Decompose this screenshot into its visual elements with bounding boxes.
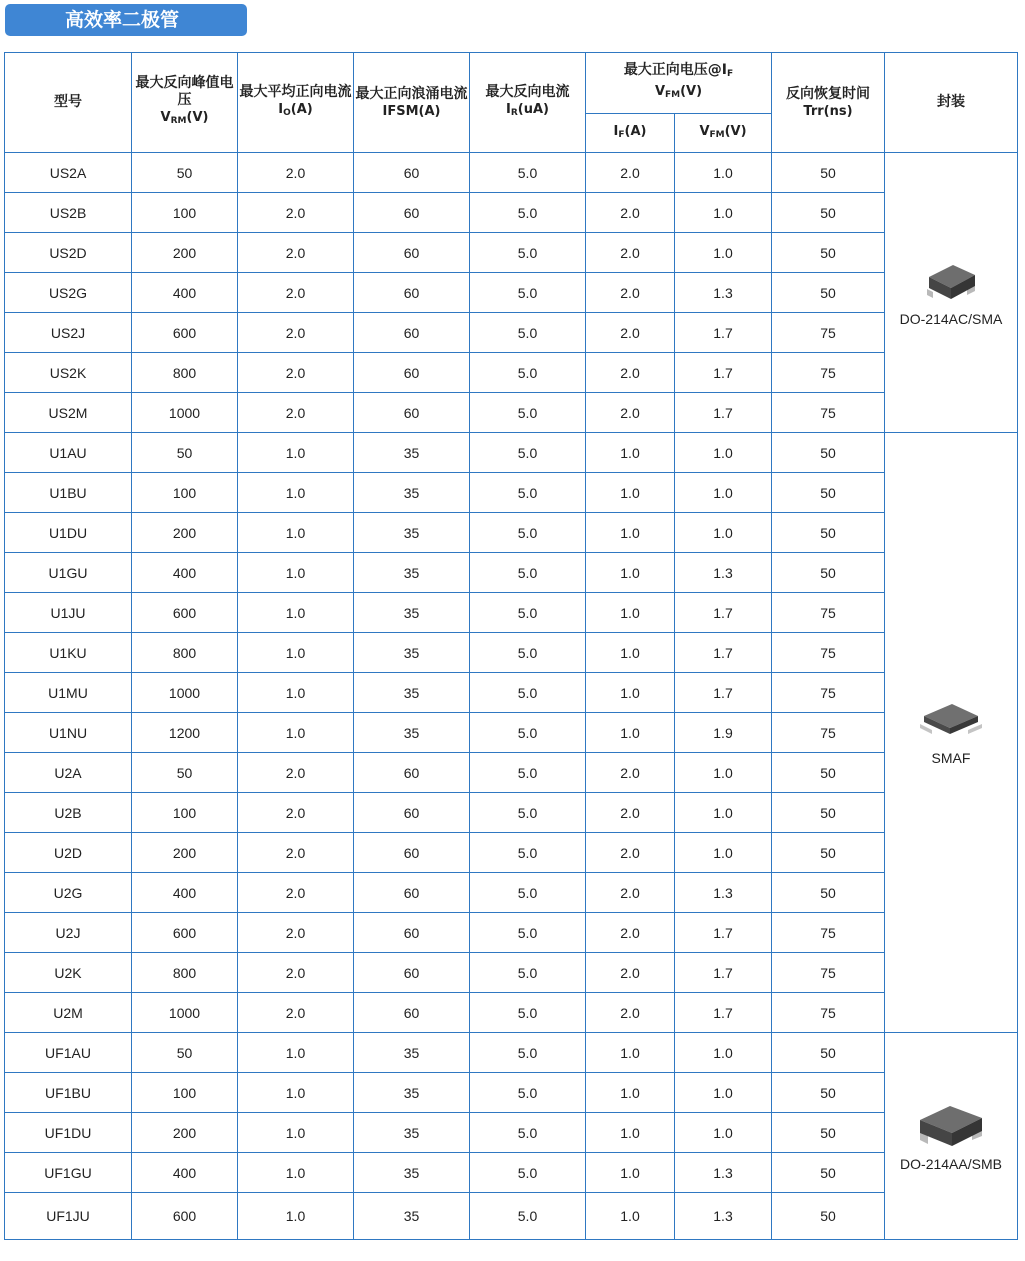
header-vrm-sub: RM [170, 116, 187, 126]
cell-if: 2.0 [586, 953, 675, 993]
cell-ifsm: 35 [354, 433, 470, 473]
cell-if: 2.0 [586, 833, 675, 873]
header-vfm-sub: FM [665, 90, 681, 100]
cell-ifsm: 35 [354, 1073, 470, 1113]
header-vfm-group [586, 53, 772, 114]
cell-if: 2.0 [586, 193, 675, 233]
cell-vfm: 1.0 [675, 433, 772, 473]
cell-vrm: 50 [132, 1033, 238, 1073]
header-io-sym: I [278, 101, 284, 117]
cell-trr: 75 [772, 913, 885, 953]
cell-model: U2M [5, 993, 132, 1033]
cell-trr: 75 [772, 313, 885, 353]
cell-model: U2K [5, 953, 132, 993]
cell-if: 2.0 [586, 153, 675, 193]
cell-ifsm: 60 [354, 193, 470, 233]
cell-model: US2K [5, 353, 132, 393]
cell-if: 1.0 [586, 513, 675, 553]
cell-model: US2J [5, 313, 132, 353]
cell-if: 1.0 [586, 473, 675, 513]
smaf-chip-icon [918, 700, 984, 744]
cell-vfm: 1.7 [675, 993, 772, 1033]
cell-if: 2.0 [586, 793, 675, 833]
cell-vrm: 50 [132, 753, 238, 793]
cell-trr: 50 [772, 473, 885, 513]
cell-io: 2.0 [238, 393, 354, 433]
cell-ifsm: 60 [354, 953, 470, 993]
cell-ifsm: 60 [354, 913, 470, 953]
cell-model: U2B [5, 793, 132, 833]
cell-io: 2.0 [238, 993, 354, 1033]
table-row [5, 273, 1018, 313]
cell-ifsm: 35 [354, 713, 470, 753]
header-vfm-col-unit: (V) [724, 123, 747, 139]
cell-io: 1.0 [238, 713, 354, 753]
cell-trr: 50 [772, 433, 885, 473]
cell-io: 2.0 [238, 753, 354, 793]
header-vrm-sym: V [160, 110, 171, 125]
cell-io: 1.0 [238, 1193, 354, 1240]
cell-model: US2A [5, 153, 132, 193]
sma-chip-icon [923, 259, 979, 305]
cell-trr: 50 [772, 833, 885, 873]
header-vfm-label: 最大正向电压@I [623, 62, 728, 78]
table-row [5, 473, 1018, 513]
cell-model: UF1BU [5, 1073, 132, 1113]
cell-vrm: 200 [132, 833, 238, 873]
package-name: DO-214AC/SMA [899, 310, 1003, 327]
cell-model: U1JU [5, 593, 132, 633]
cell-vrm: 100 [132, 193, 238, 233]
cell-ir: 5.0 [470, 1073, 586, 1113]
cell-ifsm: 60 [354, 873, 470, 913]
cell-ifsm: 35 [354, 1193, 470, 1240]
table-row [5, 913, 1018, 953]
header-vfm-unit: (V) [680, 84, 703, 99]
cell-io: 2.0 [238, 313, 354, 353]
cell-trr: 50 [772, 553, 885, 593]
header-package: 封装 [885, 53, 1018, 153]
cell-ir: 5.0 [470, 513, 586, 553]
header-vrm-unit: (V) [186, 110, 209, 125]
cell-vrm: 400 [132, 273, 238, 313]
cell-if: 2.0 [586, 993, 675, 1033]
cell-io: 1.0 [238, 1033, 354, 1073]
cell-model: U2A [5, 753, 132, 793]
cell-vfm: 1.3 [675, 553, 772, 593]
header-if-col [586, 114, 675, 153]
cell-model: U2D [5, 833, 132, 873]
cell-trr: 50 [772, 1153, 885, 1193]
cell-if: 1.0 [586, 633, 675, 673]
cell-io: 1.0 [238, 1073, 354, 1113]
cell-vfm: 1.3 [675, 1193, 772, 1240]
cell-vrm: 400 [132, 553, 238, 593]
cell-ifsm: 35 [354, 633, 470, 673]
cell-vrm: 600 [132, 313, 238, 353]
cell-vfm: 1.0 [675, 1113, 772, 1153]
header-io-unit: (A) [290, 101, 313, 117]
header-if-col-sub: F [618, 129, 625, 140]
cell-if: 1.0 [586, 1113, 675, 1153]
cell-if: 2.0 [586, 753, 675, 793]
header-ir-label: 最大反向电流 [485, 83, 570, 100]
cell-vfm: 1.0 [675, 833, 772, 873]
cell-model: U1DU [5, 513, 132, 553]
cell-io: 1.0 [238, 593, 354, 633]
cell-ir: 5.0 [470, 833, 586, 873]
table-row [5, 953, 1018, 993]
cell-trr: 75 [772, 393, 885, 433]
cell-vrm: 200 [132, 1113, 238, 1153]
cell-ifsm: 60 [354, 793, 470, 833]
table-row [5, 793, 1018, 833]
cell-vfm: 1.3 [675, 1153, 772, 1193]
cell-if: 1.0 [586, 673, 675, 713]
cell-io: 2.0 [238, 353, 354, 393]
cell-trr: 75 [772, 953, 885, 993]
cell-if: 2.0 [586, 273, 675, 313]
cell-model: U1AU [5, 433, 132, 473]
section-title: 高效率二极管 [5, 4, 247, 36]
cell-vfm: 1.7 [675, 593, 772, 633]
table-row [5, 353, 1018, 393]
cell-io: 2.0 [238, 833, 354, 873]
cell-vrm: 100 [132, 1073, 238, 1113]
cell-if: 1.0 [586, 1033, 675, 1073]
cell-io: 2.0 [238, 953, 354, 993]
cell-vrm: 100 [132, 473, 238, 513]
table-row [5, 873, 1018, 913]
cell-io: 2.0 [238, 233, 354, 273]
cell-model: U1MU [5, 673, 132, 713]
cell-io: 2.0 [238, 873, 354, 913]
table-row [5, 633, 1018, 673]
cell-model: UF1DU [5, 1113, 132, 1153]
table-row [5, 193, 1018, 233]
cell-ifsm: 35 [354, 1113, 470, 1153]
header-vfm-col-sub: FM [709, 129, 725, 140]
table-row [5, 1033, 1018, 1073]
cell-ifsm: 35 [354, 1033, 470, 1073]
table-row [5, 993, 1018, 1033]
table-row [5, 313, 1018, 353]
cell-ir: 5.0 [470, 673, 586, 713]
cell-vfm: 1.0 [675, 1033, 772, 1073]
cell-trr: 50 [772, 513, 885, 553]
cell-ifsm: 35 [354, 553, 470, 593]
cell-ir: 5.0 [470, 393, 586, 433]
cell-ifsm: 60 [354, 393, 470, 433]
cell-ifsm: 35 [354, 513, 470, 553]
cell-io: 1.0 [238, 633, 354, 673]
cell-if: 2.0 [586, 313, 675, 353]
cell-vfm: 1.7 [675, 673, 772, 713]
cell-vrm: 600 [132, 593, 238, 633]
cell-vrm: 1000 [132, 393, 238, 433]
cell-trr: 75 [772, 673, 885, 713]
cell-io: 1.0 [238, 553, 354, 593]
cell-ir: 5.0 [470, 953, 586, 993]
cell-vrm: 1200 [132, 713, 238, 753]
table-row [5, 1153, 1018, 1193]
cell-trr: 50 [772, 1193, 885, 1240]
cell-ir: 5.0 [470, 793, 586, 833]
header-ir-sym: I [506, 101, 511, 117]
header-ifsm [354, 53, 470, 153]
cell-io: 1.0 [238, 513, 354, 553]
cell-ir: 5.0 [470, 193, 586, 233]
table-row [5, 1113, 1018, 1153]
cell-io: 2.0 [238, 153, 354, 193]
cell-model: U1BU [5, 473, 132, 513]
cell-ifsm: 60 [354, 273, 470, 313]
cell-ifsm: 60 [354, 993, 470, 1033]
cell-if: 1.0 [586, 593, 675, 633]
cell-model: UF1AU [5, 1033, 132, 1073]
cell-ir: 5.0 [470, 1033, 586, 1073]
cell-ifsm: 60 [354, 833, 470, 873]
cell-trr: 50 [772, 1073, 885, 1113]
cell-ir: 5.0 [470, 913, 586, 953]
cell-vrm: 600 [132, 913, 238, 953]
package-cell [885, 153, 1018, 433]
table-row [5, 753, 1018, 793]
cell-if: 1.0 [586, 1073, 675, 1113]
cell-if: 1.0 [586, 1153, 675, 1193]
header-model: 型号 [5, 53, 132, 153]
cell-vrm: 400 [132, 873, 238, 913]
table-row [5, 153, 1018, 193]
cell-ir: 5.0 [470, 313, 586, 353]
cell-vfm: 1.0 [675, 153, 772, 193]
cell-ir: 5.0 [470, 1193, 586, 1240]
header-ifsm-sym: IFSM(A) [382, 103, 441, 119]
header-trr-label: 反向恢复时间 [786, 85, 870, 102]
cell-ir: 5.0 [470, 233, 586, 273]
cell-vfm: 1.7 [675, 393, 772, 433]
cell-ir: 5.0 [470, 993, 586, 1033]
cell-ifsm: 60 [354, 753, 470, 793]
cell-vrm: 1000 [132, 993, 238, 1033]
cell-io: 2.0 [238, 273, 354, 313]
cell-vfm: 1.0 [675, 513, 772, 553]
table-body [5, 153, 1018, 1240]
cell-ifsm: 60 [354, 353, 470, 393]
cell-trr: 75 [772, 593, 885, 633]
cell-vfm: 1.9 [675, 713, 772, 753]
cell-ir: 5.0 [470, 1113, 586, 1153]
cell-model: UF1JU [5, 1193, 132, 1240]
cell-io: 1.0 [238, 1153, 354, 1193]
header-vfm-col [675, 114, 772, 153]
header-trr [772, 53, 885, 153]
smb-chip-icon [916, 1100, 986, 1150]
cell-ir: 5.0 [470, 273, 586, 313]
cell-vfm: 1.7 [675, 913, 772, 953]
cell-model: US2B [5, 193, 132, 233]
header-if-col-unit: (A) [624, 123, 647, 139]
cell-io: 2.0 [238, 793, 354, 833]
cell-if: 1.0 [586, 713, 675, 753]
cell-vfm: 1.0 [675, 793, 772, 833]
cell-trr: 50 [772, 793, 885, 833]
cell-model: U1GU [5, 553, 132, 593]
cell-model: US2M [5, 393, 132, 433]
cell-ir: 5.0 [470, 753, 586, 793]
cell-ir: 5.0 [470, 1153, 586, 1193]
cell-vfm: 1.7 [675, 353, 772, 393]
cell-if: 2.0 [586, 913, 675, 953]
header-vfm-label-sub: F [727, 69, 734, 79]
cell-vfm: 1.0 [675, 753, 772, 793]
cell-trr: 50 [772, 233, 885, 273]
cell-vfm: 1.0 [675, 473, 772, 513]
header-vfm-sym: V [654, 84, 665, 99]
cell-ir: 5.0 [470, 593, 586, 633]
cell-trr: 75 [772, 353, 885, 393]
table-row [5, 593, 1018, 633]
cell-trr: 75 [772, 713, 885, 753]
table-row [5, 833, 1018, 873]
header-if-col-sym: I [613, 123, 619, 139]
table-row [5, 233, 1018, 273]
cell-ifsm: 60 [354, 313, 470, 353]
cell-ifsm: 35 [354, 673, 470, 713]
cell-io: 1.0 [238, 473, 354, 513]
cell-if: 1.0 [586, 433, 675, 473]
table-row [5, 393, 1018, 433]
header-ir-sub: R [510, 107, 518, 118]
cell-trr: 75 [772, 633, 885, 673]
cell-vfm: 1.0 [675, 1073, 772, 1113]
cell-model: UF1GU [5, 1153, 132, 1193]
cell-ir: 5.0 [470, 873, 586, 913]
cell-model: U2J [5, 913, 132, 953]
cell-trr: 75 [772, 993, 885, 1033]
cell-if: 2.0 [586, 233, 675, 273]
header-vrm-label: 最大反向峰值电压 [135, 75, 234, 108]
cell-vfm: 1.0 [675, 233, 772, 273]
cell-if: 1.0 [586, 1193, 675, 1240]
table-row [5, 553, 1018, 593]
cell-vrm: 800 [132, 633, 238, 673]
cell-if: 2.0 [586, 353, 675, 393]
diode-spec-table [4, 52, 1018, 1240]
cell-ir: 5.0 [470, 713, 586, 753]
cell-ir: 5.0 [470, 153, 586, 193]
header-io [238, 53, 354, 153]
header-trr-sym: Trr(ns) [803, 103, 853, 119]
package-cell [885, 1033, 1018, 1240]
cell-ir: 5.0 [470, 433, 586, 473]
cell-ir: 5.0 [470, 353, 586, 393]
cell-vrm: 600 [132, 1193, 238, 1240]
table-row [5, 513, 1018, 553]
header-io-label: 最大平均正向电流 [239, 83, 352, 100]
cell-trr: 50 [772, 1113, 885, 1153]
cell-vrm: 200 [132, 233, 238, 273]
cell-model: US2D [5, 233, 132, 273]
header-ifsm-label: 最大正向浪涌电流 [355, 85, 468, 102]
cell-ir: 5.0 [470, 553, 586, 593]
cell-trr: 50 [772, 1033, 885, 1073]
cell-if: 2.0 [586, 873, 675, 913]
cell-vrm: 800 [132, 353, 238, 393]
cell-ifsm: 35 [354, 473, 470, 513]
table-row [5, 1193, 1018, 1240]
cell-io: 2.0 [238, 913, 354, 953]
cell-trr: 50 [772, 753, 885, 793]
cell-vfm: 1.7 [675, 633, 772, 673]
header-io-sub: O [283, 107, 291, 118]
header-vfm-col-sym: V [699, 123, 710, 139]
header-vrm [132, 53, 238, 153]
cell-trr: 50 [772, 873, 885, 913]
package-name: DO-214AA/SMB [900, 1156, 1002, 1172]
cell-io: 2.0 [238, 193, 354, 233]
cell-ir: 5.0 [470, 473, 586, 513]
cell-model: U1NU [5, 713, 132, 753]
cell-ifsm: 60 [354, 233, 470, 273]
cell-io: 1.0 [238, 1113, 354, 1153]
table-row [5, 1073, 1018, 1113]
cell-trr: 50 [772, 153, 885, 193]
package-cell [885, 433, 1018, 1033]
cell-vrm: 50 [132, 153, 238, 193]
cell-vfm: 1.7 [675, 313, 772, 353]
cell-ifsm: 60 [354, 153, 470, 193]
table-row [5, 713, 1018, 753]
cell-model: US2G [5, 273, 132, 313]
cell-vrm: 400 [132, 1153, 238, 1193]
cell-ifsm: 35 [354, 1153, 470, 1193]
cell-if: 2.0 [586, 393, 675, 433]
cell-if: 1.0 [586, 553, 675, 593]
cell-ir: 5.0 [470, 633, 586, 673]
cell-vrm: 800 [132, 953, 238, 993]
cell-vrm: 50 [132, 433, 238, 473]
cell-trr: 50 [772, 193, 885, 233]
header-ir [470, 53, 586, 153]
table-row [5, 433, 1018, 473]
cell-io: 1.0 [238, 433, 354, 473]
table-row [5, 673, 1018, 713]
cell-io: 1.0 [238, 673, 354, 713]
cell-vrm: 100 [132, 793, 238, 833]
cell-model: U2G [5, 873, 132, 913]
cell-vrm: 200 [132, 513, 238, 553]
cell-trr: 50 [772, 273, 885, 313]
cell-vfm: 1.7 [675, 953, 772, 993]
cell-vrm: 1000 [132, 673, 238, 713]
cell-vfm: 1.3 [675, 873, 772, 913]
cell-model: U1KU [5, 633, 132, 673]
header-ir-unit: (uA) [517, 101, 549, 117]
cell-ifsm: 35 [354, 593, 470, 633]
cell-vfm: 1.0 [675, 193, 772, 233]
package-name: SMAF [931, 749, 971, 766]
cell-vfm: 1.3 [675, 273, 772, 313]
